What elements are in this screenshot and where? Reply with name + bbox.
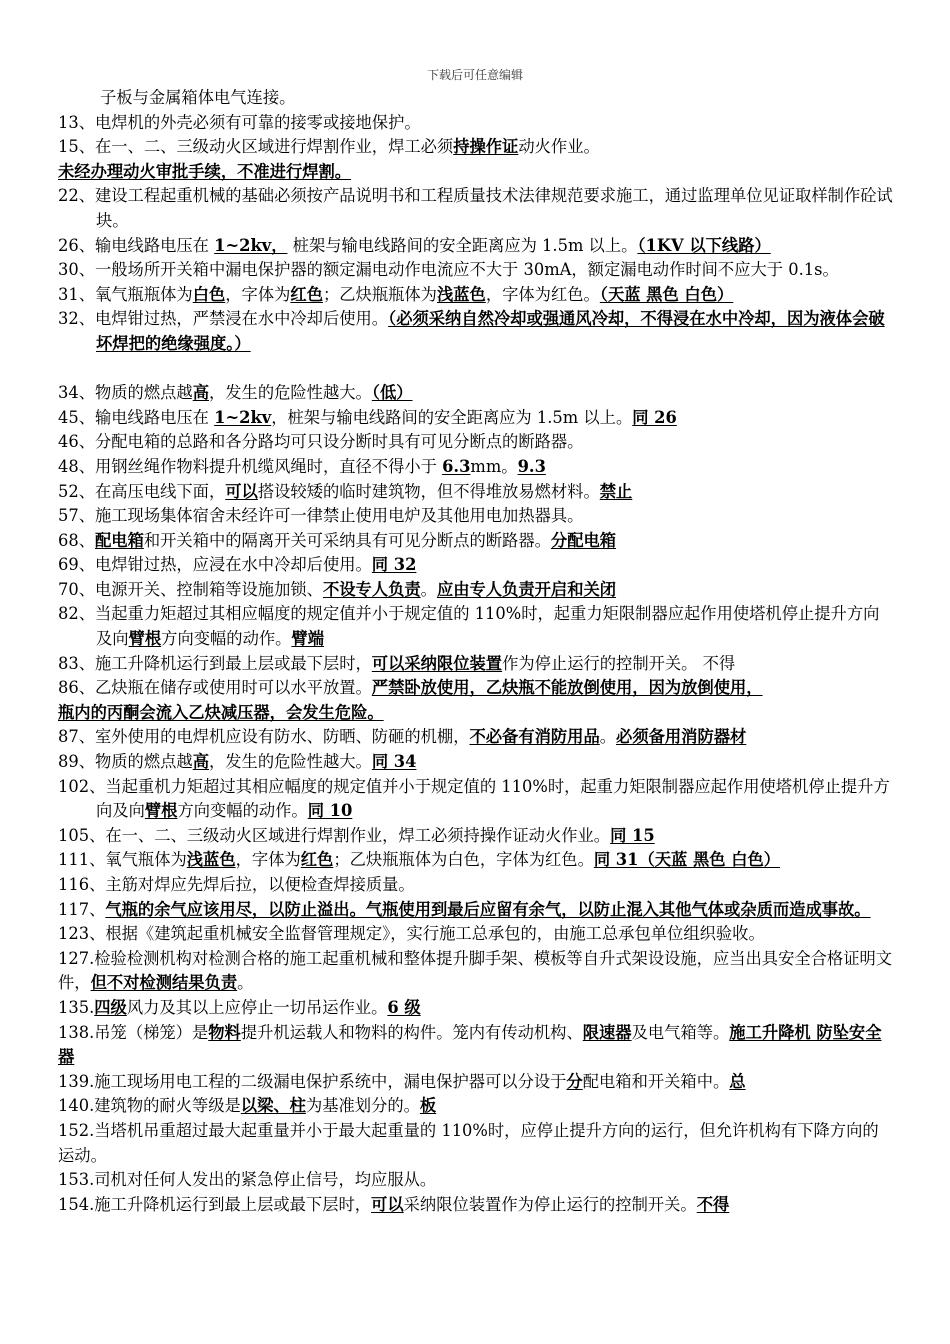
answer-highlight: 同 10 [307,801,353,821]
question-item [58,1021,894,1070]
page-header: 下载后可任意编辑 [426,68,523,82]
question-item [58,676,894,701]
question-text: 102、当起重机力矩超过其相应幅度的规定值并小于规定值的 110%时，起重力矩限制器应起作用使塔机停止提升方向及向 [58,776,890,821]
question-item [58,775,894,824]
answer-highlight: 四级 [94,997,127,1017]
answer-highlight: 同 34 [371,752,417,772]
question-text: 22、建设工程起重机械的基础必须按产品说明书和工程质量技术法律规范要求施工，通过监理单位见证取样制作砼试块。 [58,186,893,230]
answer-highlight: 分 [566,1071,583,1091]
answer-highlight: （天蓝 黑色 白色） [599,284,734,304]
question-text: 15、在一、二、三级动火区域进行焊割作业，焊工必须 [58,137,454,157]
answer-highlight: 未经办理动火审批手续，不准进行焊割。 [58,161,352,181]
question-text: 30、一般场所开关箱中漏电保护器的额定漏电动作电流应不大于 30mA，额定漏电动作时间不应大于 0.1s。 [58,260,839,280]
question-item [58,725,894,750]
question-text: 154.施工升降机运行到最上层或最下层时， [58,1194,372,1214]
question-text: ，字体为 [235,850,301,870]
answer-highlight: 1~2kv [214,407,272,427]
question-item [58,529,894,554]
question-item [58,406,894,431]
question-text: 135. [58,997,95,1017]
answer-highlight: （必须采纳自然冷却或强通风冷却，不得浸在水中冷却，因为液体会破坏焊把的绝缘强度。） [96,309,885,353]
answer-highlight: 白色 [192,284,226,304]
answer-highlight: 可以 [371,1194,404,1214]
question-item [58,652,894,677]
answer-highlight: 臂根 [144,801,178,821]
answer-highlight: 配电箱 [95,530,144,550]
question-text: 采纳限位装置作为停止运行的控制开关。 [403,1194,697,1214]
answer-highlight: 可以采纳限位装置 [371,653,503,673]
question-text: 32、电焊钳过热，严禁浸在水中冷却后使用。 [58,309,389,329]
question-item [58,750,894,775]
question-item [58,307,894,356]
question-item [58,947,894,996]
question-text: 83、施工升降机运行到最上层或最下层时， [58,653,372,673]
question-item [58,578,894,603]
question-text: 52、在高压电线下面， [58,481,226,501]
question-text: mm。 [470,456,518,476]
answer-highlight: 红色 [300,850,334,870]
answer-highlight: （1KV 以下线路） [637,235,771,255]
question-item [58,86,894,111]
question-item [58,873,894,898]
answer-highlight: 总 [729,1071,746,1091]
blank-line [58,357,894,382]
answer-highlight: 6.3 [442,456,471,476]
answer-highlight: 臂端 [291,629,324,649]
question-text: 69、电焊钳过热，应浸在水中冷却后使用。 [58,555,372,575]
question-text: 68、 [58,530,95,550]
question-text: 26、输电线路电压在 [58,235,215,255]
question-text: 为基准划分的。 [305,1096,420,1116]
question-item [58,996,894,1021]
question-text: 82、当起重力矩超过其相应幅度的规定值并小于规定值的 110%时，起重力矩限制器应起作用使塔机停止提升方向及向 [58,604,880,649]
question-text: 作为停止运行的控制开关。 不得 [502,653,736,673]
answer-highlight: 禁止 [599,481,633,501]
answer-highlight: 分配电箱 [550,530,617,550]
question-text: 140.建筑物的耐火等级是 [58,1096,241,1116]
question-text: 117、 [58,899,106,919]
answer-highlight: 同 32 [371,555,417,575]
question-item [58,381,894,406]
question-text: 。 [599,727,617,747]
question-text: 105、在一、二、三级动火区域进行焊割作业，焊工必须持操作证动火作业。 [58,825,611,845]
question-item [58,480,894,505]
question-text: 86、乙炔瓶在储存或使用时可以水平放置。 [58,678,372,698]
question-text: 70、电源开关、控制箱等设施加锁、 [58,579,323,599]
question-item [58,135,894,160]
answer-highlight: 不必备有消防用品 [469,727,600,747]
question-item [58,848,894,873]
question-item [58,1094,894,1119]
question-text: 111、氧气瓶体为 [58,850,187,870]
question-item [58,1193,894,1218]
answer-highlight: 高 [192,752,209,772]
question-item [58,1119,894,1168]
question-text: 123、根据《建筑起重机械安全监督管理规定》，实行施工总承包的，由施工总承包单位组织验收。 [58,924,765,944]
question-text: ，发生的危险性越大。 [208,383,372,403]
question-text: 方向变幅的动作。 [177,801,308,821]
question-text: 89、物质的燃点越 [58,752,193,772]
question-text: 和开关箱中的隔离开关可采纳具有可见分断点的断路器。 [143,530,551,550]
answer-highlight: 严禁卧放使用，乙炔瓶不能放倒使用，因为放倒使用， [371,678,763,698]
question-text: 13、电焊机的外壳必须有可靠的接零或接地保护。 [58,112,421,132]
question-text: 搭设较矮的临时建筑物，但不得堆放易燃材料。 [257,481,600,501]
question-text: ，发生的危险性越大。 [208,752,372,772]
question-text: 116、主筋对焊应先焊后拉，以便检查焊接质量。 [58,875,415,894]
question-text: 子板与金属箱体电气连接。 [100,88,296,107]
answer-highlight: 红色 [290,284,323,304]
question-text: 。 [420,579,437,599]
question-item [58,504,894,529]
question-item [58,258,894,283]
question-item [58,1070,894,1095]
answer-highlight: 以梁、柱 [240,1096,306,1116]
answer-highlight: 物料 [208,1022,241,1042]
answer-highlight: 高 [192,383,209,403]
question-item [58,455,894,480]
answer-highlight: 不得 [696,1194,730,1214]
question-item [58,234,894,259]
answer-highlight: 施工升降机 防坠安全器 [58,1022,882,1067]
question-text: 方向变幅的动作。 [161,629,292,649]
answer-highlight: 同 31（天蓝 黑色 白色） [593,850,781,870]
answer-highlight: 6 级 [387,997,421,1017]
question-item [58,160,894,185]
question-text: 34、物质的燃点越 [58,383,193,403]
question-item [58,602,894,651]
question-text: ，字体为 [225,284,291,304]
answer-highlight: 同 15 [610,825,655,845]
answer-highlight: 瓶内的丙酮会流入乙炔减压器，会发生危险。 [58,702,384,722]
answer-highlight: 限速器 [582,1022,632,1042]
question-text: 153.司机对任何人发出的紧急停止信号，均应服从。 [58,1170,437,1190]
question-text: 31、氧气瓶瓶体为 [58,284,193,304]
answer-highlight: （低） [371,383,413,403]
answer-highlight: 持操作证 [453,137,519,157]
question-text: ，桩架与输电线路间的安全距离应为 1.5m 以上。 [271,407,633,427]
question-item [58,111,894,136]
question-text: 152.当塔机吊重超过最大起重量并小于最大起重量的 110%时，应停止提升方向的运行，但允许机构有下降方向的运动。 [58,1120,879,1165]
question-text: ；乙炔瓶瓶体为白色，字体为红色。 [333,850,594,870]
answer-highlight: 可以 [225,481,258,501]
question-text: 配电箱和开关箱中。 [582,1071,730,1091]
answer-highlight: 臂根 [128,629,162,649]
question-item [58,922,894,947]
question-text: 127.检验检测机构对检测合格的施工起重机械和整体提升脚手架、模板等自升式架设设施，应当出具安全合格证明文件， [58,948,893,993]
answer-highlight: 气瓶的余气应该用尽，以防止溢出。气瓶使用到最后应留有余气，以防止混入其他气体或杂质而造成事故。 [105,899,871,919]
answer-highlight: 浅蓝色 [436,284,486,304]
answer-highlight: 1~2kv， [214,235,288,255]
answer-highlight: 9.3 [517,456,546,476]
question-text: 动火作业。 [518,137,600,157]
question-item [58,184,894,233]
question-text: 48、用钢丝绳作物料提升机缆风绳时，直径不得小于 [58,456,443,476]
question-text: 139.施工现场用电工程的二级漏电保护系统中，漏电保护器可以分设于 [58,1071,567,1091]
answer-highlight: 浅蓝色 [186,850,236,870]
answer-highlight: 不设专人负责 [322,579,421,599]
answer-highlight: 但不对检测结果负责 [90,973,238,993]
question-item [58,701,894,726]
question-text: 45、输电线路电压在 [58,407,215,427]
question-text: 及电气箱等。 [631,1022,730,1042]
question-item [58,430,894,455]
question-text: ；乙炔瓶瓶体为 [322,284,437,304]
question-text: ，字体为红色。 [485,284,600,304]
question-text: 46、分配电箱的总路和各分路均可只设分断时具有可见分断点的断路器。 [58,432,584,452]
question-text: 桩架与输电线路间的安全距离应为 1.5m 以上。 [287,235,638,255]
document-body [58,86,894,1217]
question-item [58,283,894,308]
answer-highlight: 同 26 [632,407,677,427]
question-item [58,824,894,849]
answer-highlight: 板 [419,1096,437,1116]
question-text: 57、施工现场集体宿舍未经许可一律禁止使用电炉及其他用电加热器具。 [58,506,584,526]
question-text: 87、室外使用的电焊机应设有防水、防晒、防砸的机棚， [58,727,470,747]
question-item [58,553,894,578]
question-text: 风力及其以上应停止一切吊运作业。 [126,997,388,1017]
question-text: 提升机运载人和物料的构件。笼内有传动机构、 [240,1022,583,1042]
question-item [58,898,894,923]
answer-highlight: 应由专人负责开启和关闭 [436,579,617,599]
question-text: 138.吊笼（梯笼）是 [58,1022,209,1042]
question-item [58,1168,894,1193]
question-text: 。 [237,973,254,993]
answer-highlight: 必须备用消防器材 [616,727,747,747]
